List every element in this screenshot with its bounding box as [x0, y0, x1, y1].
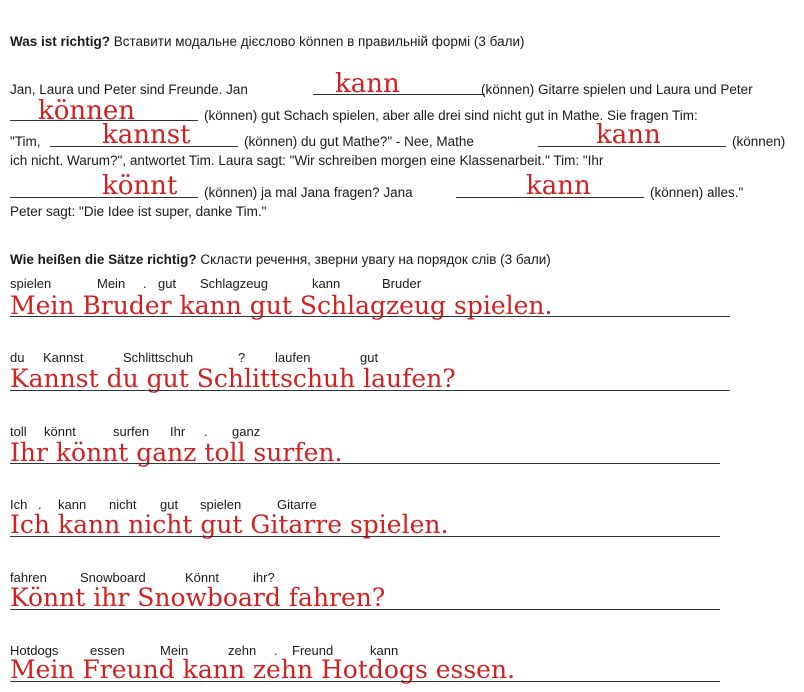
word: Schlittschuh — [123, 350, 194, 365]
word: Mein — [160, 643, 189, 658]
task1-line-3 — [10, 120, 800, 150]
sentence-answer-2: Kannst du gut Schlittschuh laufen? — [10, 364, 456, 393]
word: gut — [360, 350, 379, 365]
answer-line-6[interactable] — [10, 681, 720, 682]
answer-5: könnt — [102, 171, 178, 201]
task1-line-4: ich nicht. Warum?", antwortet Tim. Laura sagt: "Wir schreiben morgen eine Klassenarbeit." Tim: "Ihr — [10, 153, 604, 168]
word: kann — [58, 497, 87, 512]
answer-line-3[interactable] — [10, 463, 720, 464]
word: Bruder — [382, 276, 422, 291]
answer-1: kann — [335, 69, 400, 99]
word: zehn — [228, 643, 257, 658]
word: surfen — [113, 424, 150, 439]
word: . — [274, 643, 278, 658]
sentence-answer-5: Könnt ihr Snowboard fahren? — [10, 583, 386, 612]
answer-line-5[interactable] — [10, 609, 720, 610]
word: ganz — [232, 424, 261, 439]
text-segment: (können) — [732, 134, 786, 149]
word: ihr? — [253, 570, 275, 585]
task1-line-1 — [10, 68, 800, 99]
word: toll — [10, 424, 27, 439]
word: du — [10, 350, 25, 365]
word: kann — [370, 643, 399, 658]
word: nicht — [109, 497, 137, 512]
task1-line-6: Peter sagt: "Die Idee ist super, danke Tim." — [10, 204, 267, 219]
word: Könnt — [185, 570, 219, 585]
word: laufen — [275, 350, 311, 365]
word: Snowboard — [80, 570, 146, 585]
word: essen — [90, 643, 125, 658]
text-segment: (können) alles." — [650, 185, 744, 200]
word: Ihr — [170, 424, 186, 439]
text-segment: "Tim, — [10, 134, 41, 149]
task2-heading-bold: Wie heißen die Sätze richtig? — [10, 252, 197, 267]
word: Schlagzeug — [200, 276, 268, 291]
sentence-answer-4: Ich kann nicht gut Gitarre spielen. — [10, 510, 449, 539]
word: kann — [312, 276, 341, 291]
answer-line-1[interactable] — [10, 316, 730, 317]
word: könnt — [44, 424, 76, 439]
word: gut — [160, 497, 179, 512]
task1-line-2 — [10, 94, 800, 126]
sentence-answer-3: Ihr könnt ganz toll surfen. — [10, 438, 343, 467]
text-segment: (können) gut Schach spielen, aber alle drei sind nicht gut in Mathe. Sie fragen Tim: — [204, 108, 698, 123]
word: fahren — [10, 570, 47, 585]
task1-line-5 — [10, 171, 800, 201]
word: Freund — [292, 643, 334, 658]
answer-4: kann — [596, 120, 661, 150]
word: Hotdogs — [10, 643, 59, 658]
answer-6: kann — [526, 171, 591, 201]
text-segment: (können) Gitarre spielen und Laura und Peter — [481, 82, 753, 97]
task1-heading-instruction: Вставити модальне дієслово können в правильній формі (3 бали) — [110, 34, 525, 49]
answer-3: kannst — [102, 120, 191, 150]
text-segment: (können) du gut Mathe?" - Nee, Mathe — [244, 134, 474, 149]
task1-heading-bold: Was ist richtig? — [10, 34, 111, 49]
task2-heading — [10, 253, 551, 267]
word: gut — [158, 276, 177, 291]
task2-heading-instruction: Скласти речення, зверни увагу на порядок слів (3 бали) — [196, 252, 551, 267]
word: . — [38, 497, 42, 512]
sentence-answer-6: Mein Freund kann zehn Hotdogs essen. — [10, 655, 516, 684]
task1-heading — [10, 35, 525, 49]
word: ? — [238, 350, 246, 365]
word: Gitarre — [277, 497, 317, 512]
text-segment: (können) ja mal Jana fragen? Jana — [204, 185, 413, 200]
word: . — [143, 276, 147, 291]
word: spielen — [10, 276, 52, 291]
word: . — [204, 424, 208, 439]
word: Kannst — [43, 350, 84, 365]
word: spielen — [200, 497, 242, 512]
word: Ich — [10, 497, 28, 512]
answer-line-4[interactable] — [10, 536, 720, 537]
word: Mein — [97, 276, 126, 291]
answer-2: können — [38, 96, 136, 126]
text-segment: Jan, Laura und Peter sind Freunde. Jan — [10, 82, 248, 97]
answer-line-2[interactable] — [10, 390, 730, 391]
sentence-answer-1: Mein Bruder kann gut Schlagzeug spielen. — [10, 291, 553, 320]
